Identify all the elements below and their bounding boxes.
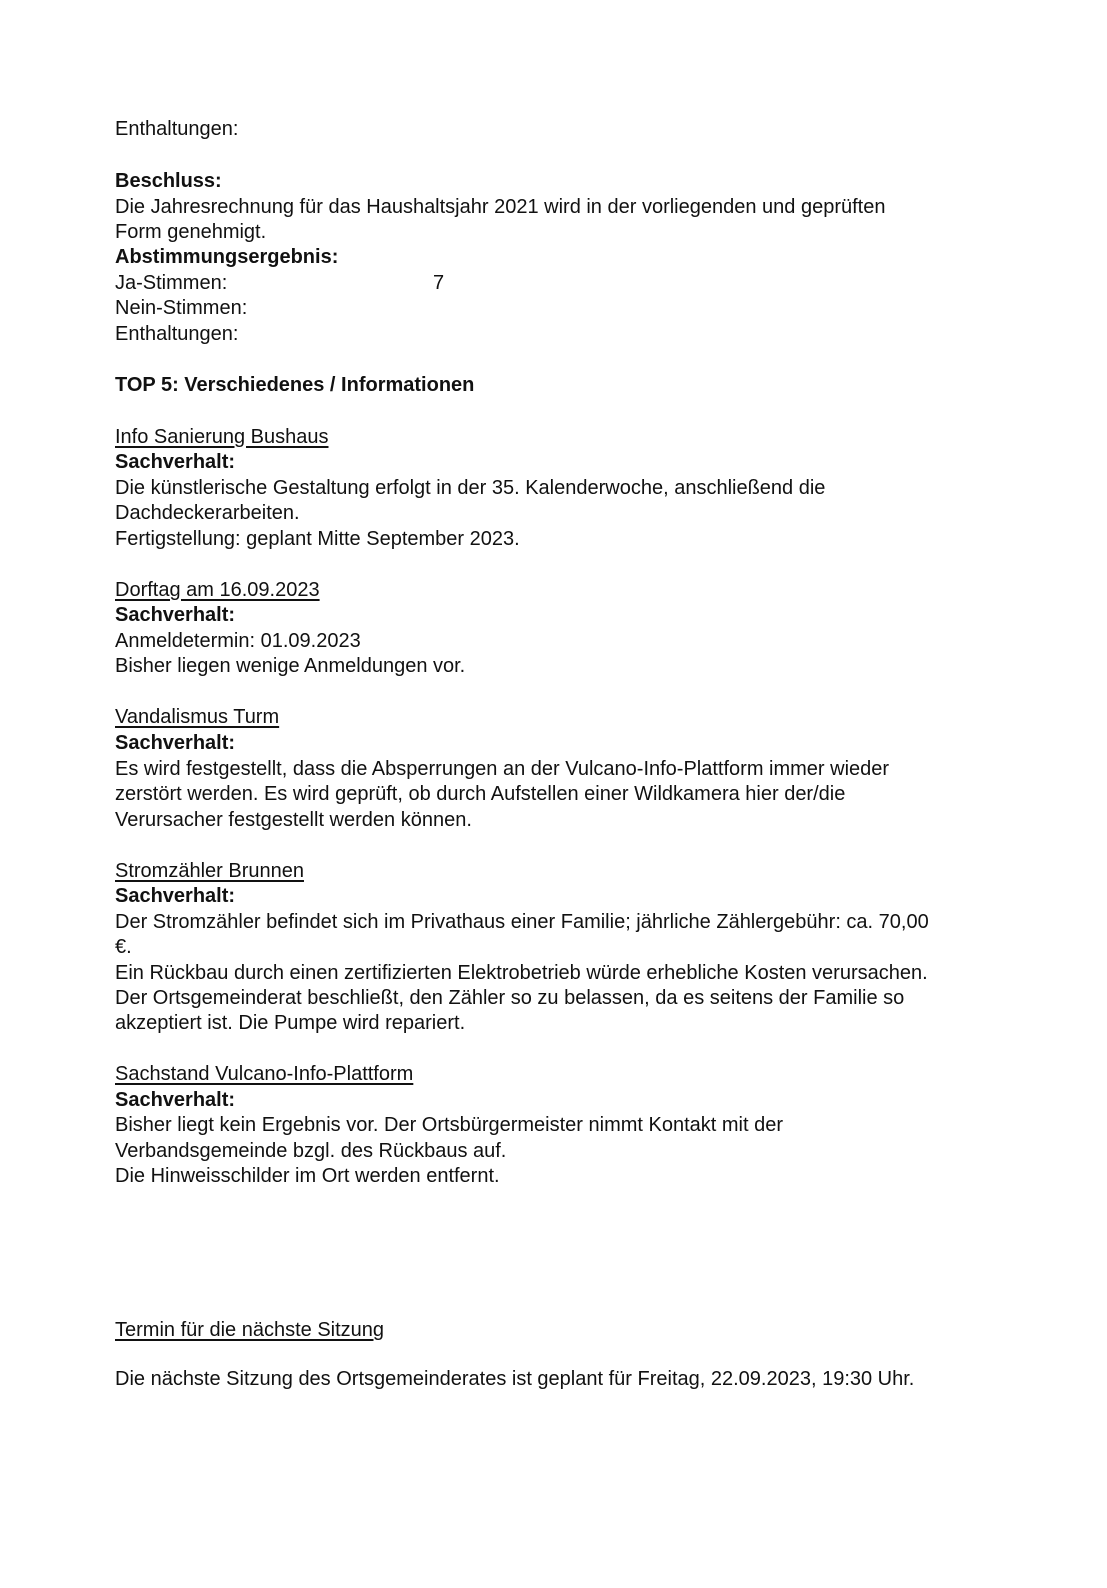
yes-votes-value: 7	[433, 272, 445, 294]
vote-result-heading: Abstimmungsergebnis:	[115, 246, 339, 268]
item-label-stromzaehler: Sachverhalt:	[115, 885, 236, 907]
item-text-vandalismus-2: zerstört werden. Es wird geprüft, ob durch Aufstellen einer Wildkamera hier der/die	[115, 783, 846, 805]
item-text-dorftag-1: Anmeldetermin: 01.09.2023	[115, 630, 361, 652]
item-text-bushaus-3: Fertigstellung: geplant Mitte September 2023.	[115, 528, 520, 550]
item-text-stromzaehler-3: Ein Rückbau durch einen zertifizierten Elektrobetrieb würde erhebliche Kosten verursachen.	[115, 962, 928, 984]
item-text-vandalismus-1: Es wird festgestellt, dass die Absperrungen an der Vulcano-Info-Plattform immer wieder	[115, 758, 890, 780]
abstentions-label-previous: Enthaltungen:	[115, 118, 239, 140]
item-label-plattform: Sachverhalt:	[115, 1089, 236, 1111]
item-title-bushaus: Info Sanierung Bushaus	[115, 426, 329, 448]
item-text-plattform-1: Bisher liegt kein Ergebnis vor. Der Ortsbürgermeister nimmt Kontakt mit der	[115, 1114, 784, 1136]
yes-votes-label: Ja-Stimmen:	[115, 272, 228, 294]
yes-votes-row	[115, 271, 995, 296]
resolution-text-line2: Form genehmigt.	[115, 221, 267, 243]
item-text-bushaus-2: Dachdeckerarbeiten.	[115, 502, 300, 524]
item-text-dorftag-2: Bisher liegen wenige Anmeldungen vor.	[115, 655, 466, 677]
next-meeting-title: Termin für die nächste Sitzung	[115, 1319, 385, 1341]
item-text-plattform-2: Verbandsgemeinde bzgl. des Rückbaus auf.	[115, 1140, 507, 1162]
item-text-stromzaehler-1: Der Stromzähler befindet sich im Privathaus einer Familie; jährliche Zählergebühr: ca. 70,00	[115, 911, 929, 933]
item-title-plattform: Sachstand Vulcano-Info-Plattform	[115, 1063, 414, 1085]
item-title-vandalismus: Vandalismus Turm	[115, 706, 280, 728]
item-label-vandalismus: Sachverhalt:	[115, 732, 236, 754]
item-title-stromzaehler: Stromzähler Brunnen	[115, 860, 304, 882]
no-votes-label: Nein-Stimmen:	[115, 297, 248, 319]
item-text-plattform-3: Die Hinweisschilder im Ort werden entfernt.	[115, 1165, 500, 1187]
top5-heading: TOP 5: Verschiedenes / Informationen	[115, 374, 475, 396]
item-label-dorftag: Sachverhalt:	[115, 604, 236, 626]
item-label-bushaus: Sachverhalt:	[115, 451, 236, 473]
item-text-bushaus-1: Die künstlerische Gestaltung erfolgt in der 35. Kalenderwoche, anschließend die	[115, 477, 826, 499]
item-text-stromzaehler-5: akzeptiert ist. Die Pumpe wird repariert.	[115, 1012, 466, 1034]
item-title-dorftag: Dorftag am 16.09.2023	[115, 579, 320, 601]
resolution-heading: Beschluss:	[115, 170, 222, 192]
next-meeting-text: Die nächste Sitzung des Ortsgemeinderates ist geplant für Freitag, 22.09.2023, 19:30 Uhr.	[115, 1368, 915, 1390]
resolution-text-line1: Die Jahresrechnung für das Haushaltsjahr 2021 wird in der vorliegenden und geprüften	[115, 196, 886, 218]
item-text-stromzaehler-4: Der Ortsgemeinderat beschließt, den Zähler so zu belassen, da es seitens der Familie so	[115, 987, 905, 1009]
item-text-vandalismus-3: Verursacher festgestellt werden können.	[115, 809, 472, 831]
abstentions-label: Enthaltungen:	[115, 323, 239, 345]
item-text-stromzaehler-2: €.	[115, 936, 132, 958]
